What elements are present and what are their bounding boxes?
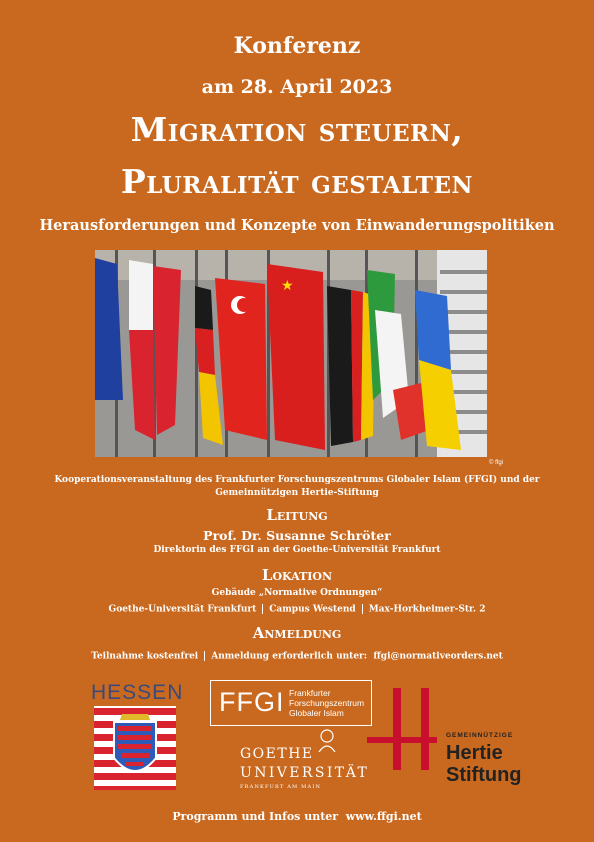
address-university: Goethe-Universität Frankfurt xyxy=(108,604,257,615)
leitung-heading: Leitung xyxy=(266,506,328,524)
hertie-line-2: Stiftung xyxy=(446,764,522,786)
registration-email-link[interactable]: ffgi@normativeorders.net xyxy=(373,651,503,662)
lokation-address xyxy=(0,604,594,615)
goethe-bust-icon xyxy=(316,728,338,752)
subtitle: Herausforderungen und Konzepte von Einwanderungspolitiken xyxy=(39,217,555,234)
ffgi-name xyxy=(289,688,364,718)
ffgi-name-line-2: Forschungszentrum xyxy=(289,698,365,708)
address-street: Max-Horkheimer-Str. 2 xyxy=(368,604,486,615)
goethe-logo xyxy=(240,728,370,792)
flags-photo xyxy=(95,250,487,457)
cooperation-line-2: Gemeinnützigen Hertie-Stiftung xyxy=(215,488,379,498)
ffgi-logo xyxy=(210,680,372,726)
event-type: Konferenz xyxy=(233,33,361,59)
anmeldung-heading: Anmeldung xyxy=(252,624,342,642)
svg-text:★: ★ xyxy=(281,279,294,294)
lokation-building: Gebäude „Normative Ordnungen“ xyxy=(211,588,383,598)
photo-credit: © ffgi xyxy=(489,460,503,466)
registration-text: Anmeldung erforderlich unter: xyxy=(211,651,368,662)
leitung-name: Prof. Dr. Susanne Schröter xyxy=(203,528,391,543)
event-date: am 28. April 2023 xyxy=(201,76,393,98)
fee-text: Teilnahme kostenfrei xyxy=(91,651,199,662)
leitung-role: Direktorin des FFGI an der Goethe-Universität Frankfurt xyxy=(153,545,441,555)
address-campus: Campus Westend xyxy=(269,604,356,615)
ffgi-abbr: FFGI xyxy=(219,687,285,717)
title-line-1: Migration steuern, xyxy=(130,110,464,149)
goethe-line-3: FRANKFURT AM MAIN xyxy=(240,784,322,790)
hertie-mark-icon xyxy=(367,688,437,770)
hessen-logo-text: HESSEN xyxy=(91,681,184,704)
hertie-line-1: Hertie xyxy=(446,742,503,764)
ffgi-name-line-1: Frankfurter xyxy=(289,688,331,698)
separator xyxy=(262,604,263,614)
goethe-line-2: UNIVERSITÄT xyxy=(240,765,370,781)
anmeldung-info xyxy=(0,651,594,662)
separator xyxy=(204,651,205,661)
footer-text: Programm und Infos unter www.ffgi.net xyxy=(172,810,422,823)
ffgi-name-line-3: Globaler Islam xyxy=(289,708,344,718)
title-line-2: Pluralität gestalten xyxy=(120,162,474,201)
cooperation-text xyxy=(0,474,594,500)
cooperation-line-1: Kooperationsveranstaltung des Frankfurter Forschungszentrums Globaler Islam (FFGI) und der xyxy=(54,475,540,485)
goethe-line-1: GOETHE xyxy=(240,746,314,762)
lokation-heading: Lokation xyxy=(261,566,333,584)
separator xyxy=(362,604,363,614)
hessen-crest-icon xyxy=(94,706,176,790)
hertie-small-text: GEMEINNÜTZIGE xyxy=(446,732,514,739)
